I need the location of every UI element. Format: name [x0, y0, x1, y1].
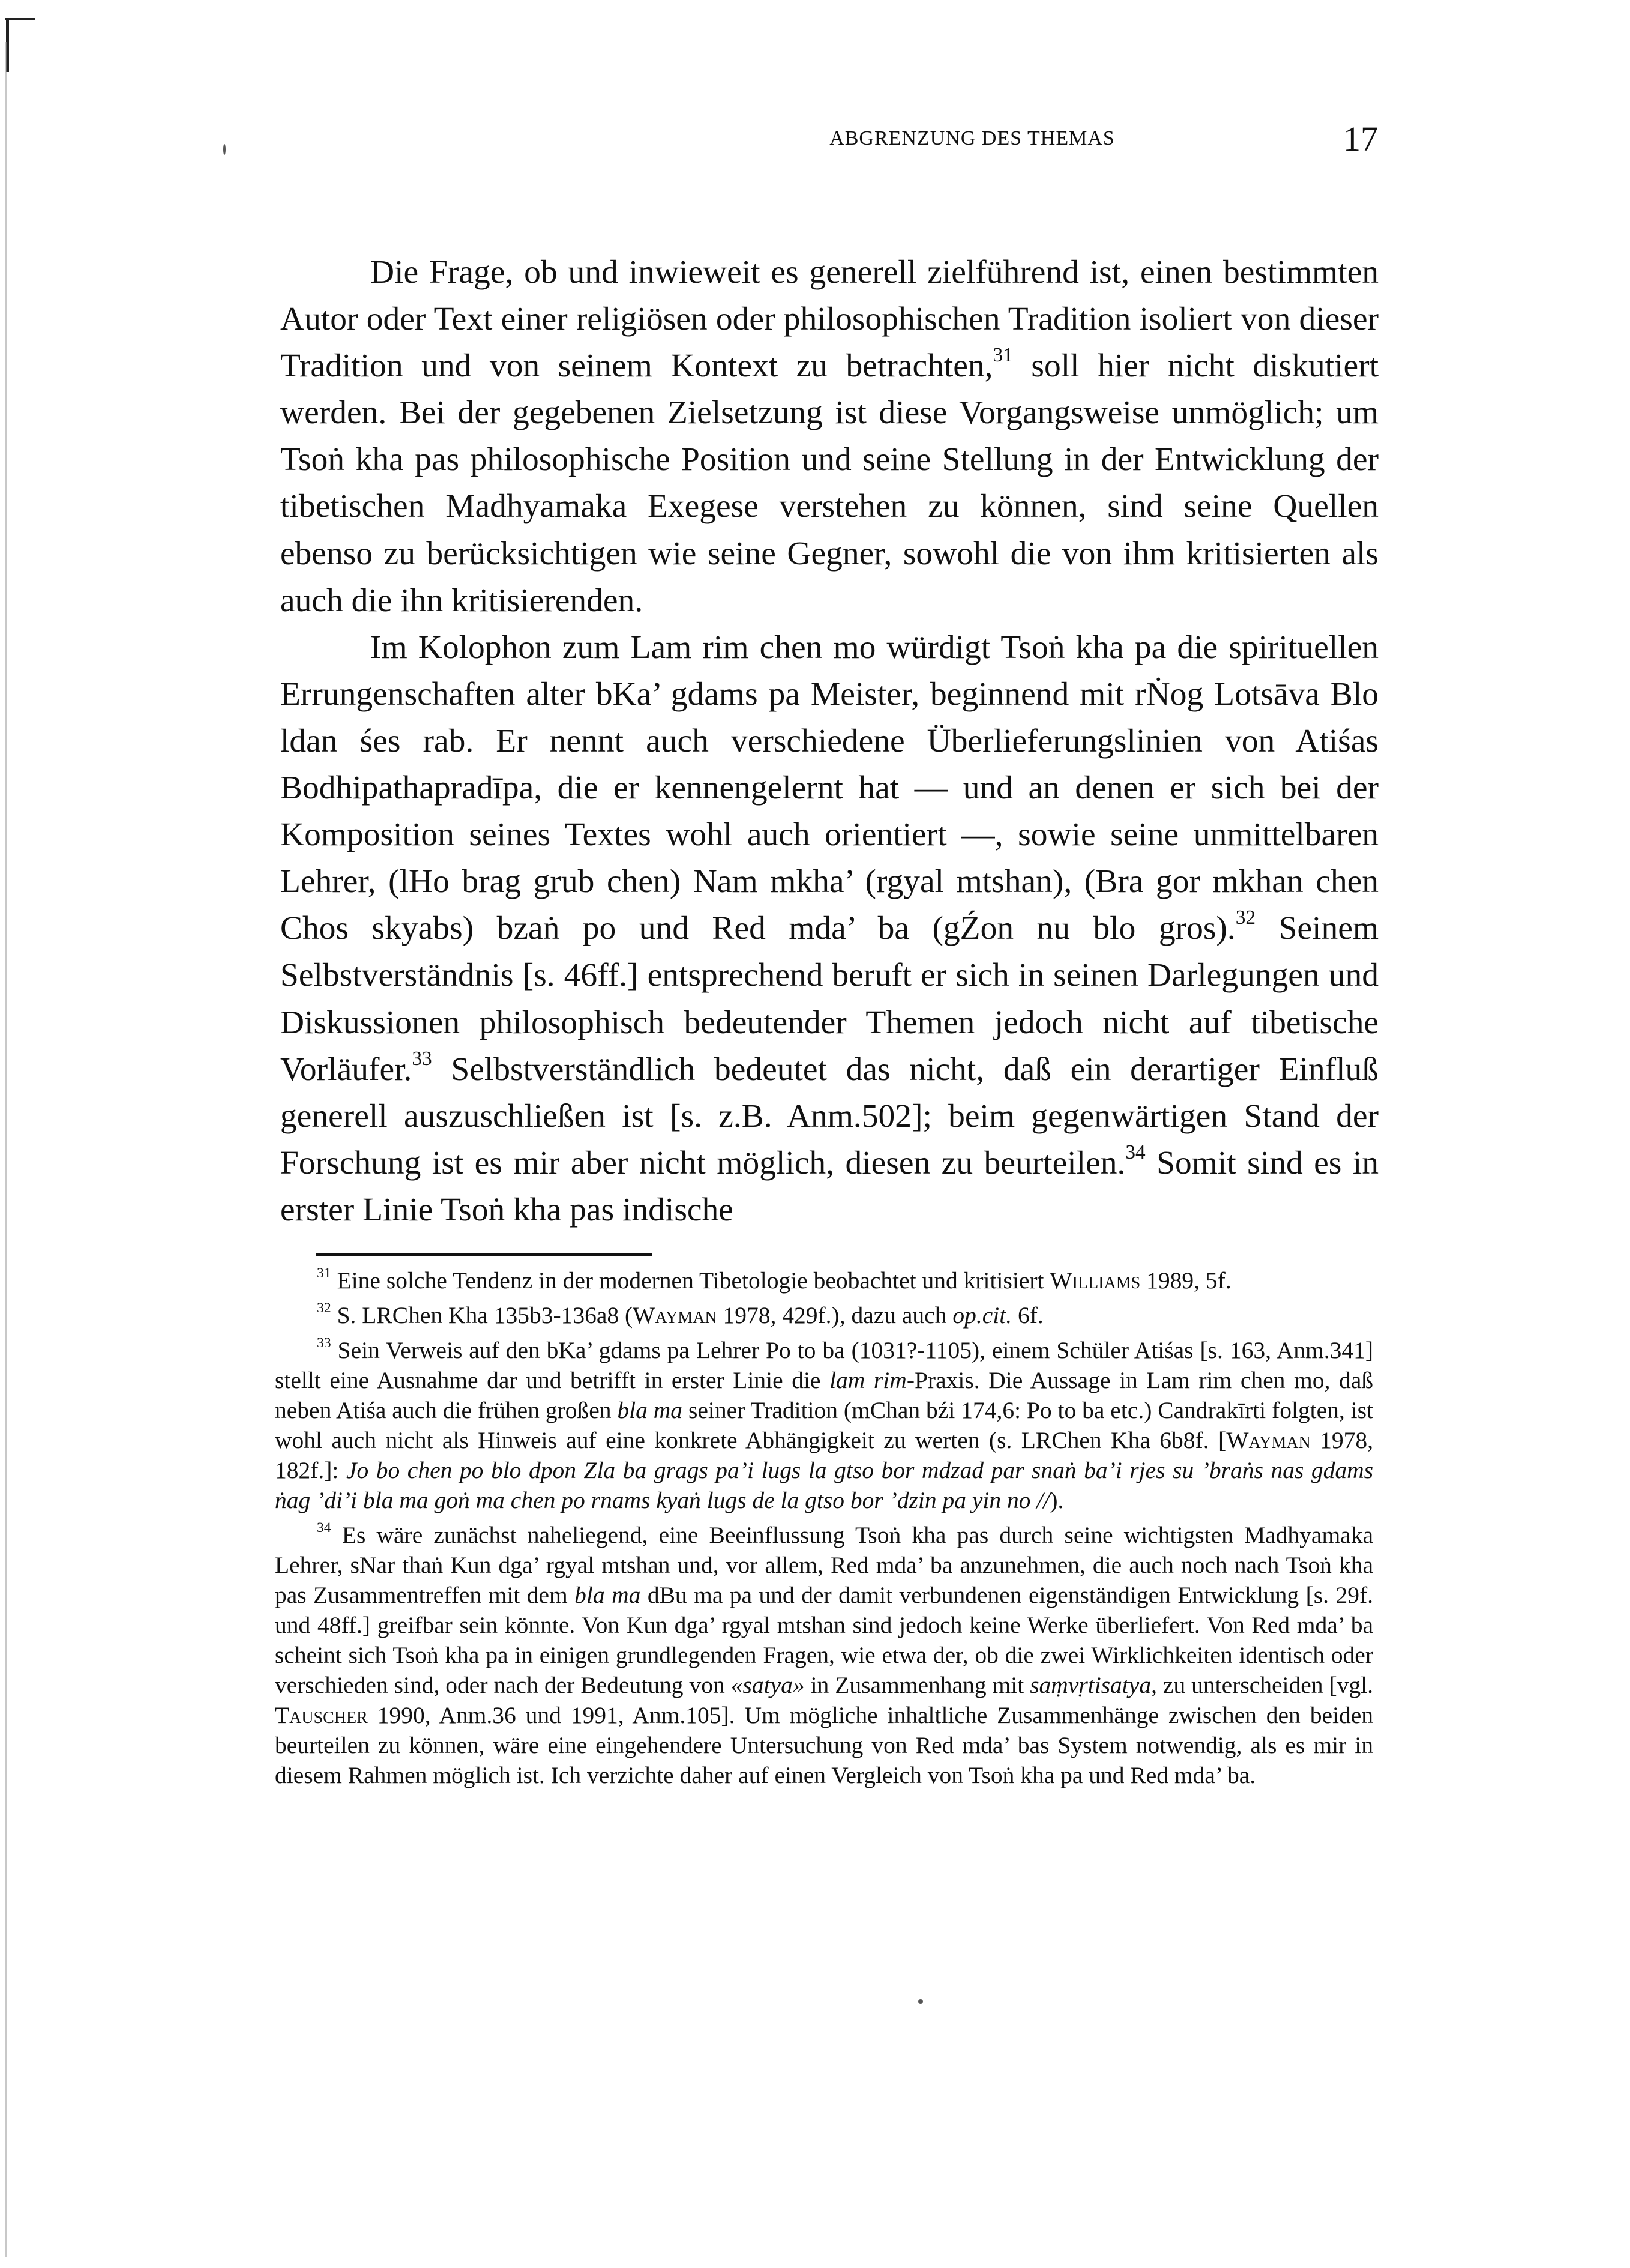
- footnote-ref-33: 33: [412, 1047, 432, 1070]
- footnote-ref-34: 34: [1125, 1141, 1146, 1163]
- footnote-33: $^{33}$ Sein Verweis auf den bKa’ gdams pa Lehrer Po to ba (1031?-1105), einem Schüler Atiśas [s. 163, Anm.341] stellt eine Ausnahme dar und betrifft in erster Linie die lam rim-Praxis. Die Aussage in Lam rim chen mo, daß neben Atiśa auch die frühen großen bla ma seiner Tradition (mChan bźi 174,6: Po to ba etc.) Candrakīrti folgten, ist wohl auch nicht als Hinweis auf eine konkrete Abhängigkeit zu werten (s. LRChen Kha 6b8f. [Wayman 1978, 182f.]: Jo bo chen po blo dpon Zla ba grags pa’i lugs la gtso bor mdzad par snaṅ ba’i rjes su ’braṅs nas gdams ṅag ’di’i bla ma goṅ ma chen po rnams kyaṅ lugs de la gtso bor ’dzin pa yin no //).: [275, 1335, 1374, 1513]
- scan-corner-mark: [5, 18, 35, 20]
- page-number: 17: [1343, 119, 1378, 158]
- scan-edge-shadow: [5, 42, 7, 2257]
- main-text: [280, 249, 1379, 1234]
- running-title: ABGRENZUNG DES THEMAS: [829, 127, 1115, 149]
- footnotes: [275, 1265, 1373, 1795]
- footnote-ref-32: 32: [1235, 906, 1256, 929]
- scan-speck: [918, 1999, 923, 2004]
- footnote-rule: [316, 1253, 652, 1256]
- footnote-32: $^{32}$ S. LRChen Kha 135b3-136a8 (Wayman 1978, 429f.), dazu auch op.cit. 6f.: [317, 1300, 1044, 1329]
- scan-speck: [223, 144, 226, 155]
- paragraph-2: Im Kolophon zum Lam rim chen mo würdigt Tsoṅ kha pa die spirituellen Errungenschaften alter bKa’ gdams pa Meister, beginnend mit rṄog Lotsāva Blo ldan śes rab. Er nennt auch verschiedene Überlieferungslinien von Atiśas Bodhipathapradīpa, die er kennengelernt hat — und an denen er sich bei der Komposition seines Textes wohl auch orientiert —, sowie seine unmittelbaren Lehrer, (lHo brag grub chen) Nam mkha’ (rgyal mtshan), (Bra gor mkhan chen Chos skyabs) bzaṅ po und Red mda’ ba (gŹon nu blo gros).$^{32}$ Seinem Selbstverständnis [s. 46ff.] entsprechend beruft er sich in seinen Darlegungen und Diskussionen philosophisch bedeutender Themen jedoch nicht auf tibetische Vorläufer.$^{33}$ Selbstverständlich bedeutet das nicht, daß ein derartiger Einfluß generell auszuschließen ist [s. z.B. Anm.502]; beim gegenwärtigen Stand der Forschung ist es mir aber nicht möglich, diesen zu beurteilen.$^{34}$ Somit sind es in erster Linie Tsoṅ kha pas indische: [280, 629, 1379, 1228]
- footnote-31: $^{31}$ Eine solche Tendenz in der modernen Tibetologie beobachtet und kritisiert Williams 1989, 5f.: [317, 1265, 1232, 1294]
- footnote-34: $^{34}$ Es wäre zunächst naheliegend, eine Beeinflussung Tsoṅ kha pas durch seine wichtigsten Madhyamaka Lehrer, sNar thaṅ Kun dga’ rgyal mtshan und, vor allem, Red mda’ ba anzunehmen, die auch noch nach Tsoṅ kha pas Zusammentreffen mit dem bla ma dBu ma pa und der damit verbundenen eigenständigen Entwicklung [s. 29f. und 48ff.] greifbar sein könnte. Von Kun dga’ rgyal mtshan sind jedoch keine Werke überliefert. Von Red mda’ ba scheint sich Tsoṅ kha pa in einigen grundlegenden Fragen, wie etwa der, ob die zwei Wirklichkeiten identisch oder verschieden sind, oder nach der Bedeutung von «satya» in Zusammenhang mit saṃvṛtisatya, zu unterscheiden [vgl. Tauscher 1990, Anm.36 und 1991, Anm.105]. Um mögliche inhaltliche Zusammenhänge zwischen den beiden beurteilen zu können, wäre eine eingehendere Untersuchung von Red mda’ bas System notwendig, als es mir in diesem Rahmen möglich ist. Ich verzichte daher auf einen Vergleich von Tsoṅ kha pa und Red mda’ ba.: [275, 1520, 1374, 1788]
- paragraph-1: Die Frage, ob und inwieweit es generell zielführend ist, einen bestimmten Autor oder Text einer religiösen oder philosophischen Tradition isoliert von dieser Tradition und von seinem Kontext zu betrachten,$^{31}$ soll hier nicht diskutiert werden. Bei der gegebenen Zielsetzung ist diese Vorgangsweise unmöglich; um Tsoṅ kha pas philosophische Position und seine Stellung in der Entwicklung der tibetischen Madhyamaka Exegese verstehen zu können, sind seine Quellen ebenso zu berücksichtigen wie seine Gegner, sowohl die von ihm kritisierten als auch die ihn kritisierenden.: [280, 254, 1379, 619]
- footnote-ref-31: 31: [993, 344, 1013, 367]
